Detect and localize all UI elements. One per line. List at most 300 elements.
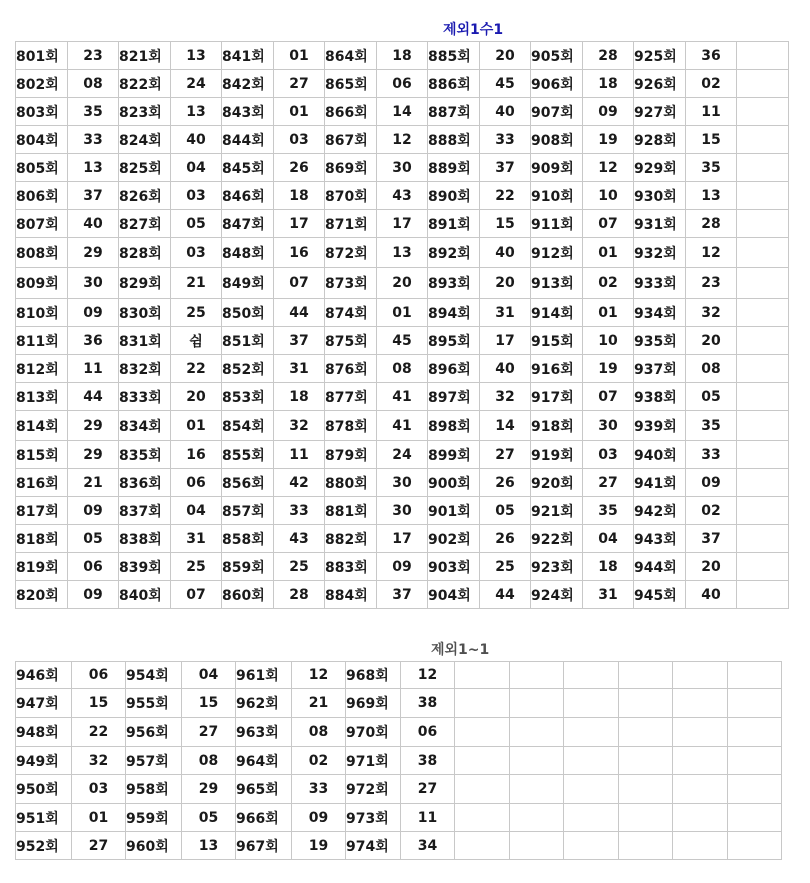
empty-cell (737, 210, 789, 238)
value-cell: 29 (68, 411, 119, 441)
value-cell: 31 (583, 581, 634, 609)
draw-number-cell: 963회 (236, 718, 292, 747)
draw-number-cell: 934회 (634, 299, 686, 327)
value-cell: 04 (171, 154, 222, 182)
draw-number-cell: 853회 (222, 383, 274, 411)
draw-number-cell: 899회 (428, 441, 480, 469)
value-cell: 26 (480, 469, 531, 497)
value-cell: 09 (68, 497, 119, 525)
draw-number-cell: 906회 (531, 70, 583, 98)
draw-number-cell: 912회 (531, 238, 583, 268)
draw-number-cell: 813회 (16, 383, 68, 411)
value-cell: 37 (686, 525, 737, 553)
value-cell: 25 (171, 553, 222, 581)
value-cell: 25 (274, 553, 325, 581)
draw-number-cell: 844회 (222, 126, 274, 154)
value-cell: 19 (583, 355, 634, 383)
value-cell: 17 (480, 327, 531, 355)
draw-number-cell: 942회 (634, 497, 686, 525)
draw-number-cell: 869회 (325, 154, 377, 182)
draw-number-cell: 833회 (119, 383, 171, 411)
value-cell: 13 (377, 238, 428, 268)
value-cell: 05 (182, 804, 236, 832)
draw-number-cell: 870회 (325, 182, 377, 210)
empty-cell (737, 441, 789, 469)
value-cell: 44 (68, 383, 119, 411)
value-cell: 13 (182, 832, 236, 860)
value-cell: 14 (377, 98, 428, 126)
empty-cell (737, 98, 789, 126)
draw-number-cell: 857회 (222, 497, 274, 525)
value-cell: 01 (274, 42, 325, 70)
draw-number-cell: 838회 (119, 525, 171, 553)
value-cell: 25 (480, 553, 531, 581)
draw-number-cell: 970회 (346, 718, 401, 747)
value-cell: 32 (72, 747, 126, 775)
table-row (16, 497, 789, 525)
value-cell: 05 (171, 210, 222, 238)
table-row (16, 469, 789, 497)
draw-number-cell: 801회 (16, 42, 68, 70)
empty-cell (564, 747, 619, 775)
table-row (16, 70, 789, 98)
value-cell: 13 (68, 154, 119, 182)
value-cell: 33 (480, 126, 531, 154)
value-cell: 11 (401, 804, 455, 832)
value-cell: 30 (377, 497, 428, 525)
value-cell: 15 (686, 126, 737, 154)
draw-number-cell: 808회 (16, 238, 68, 268)
value-cell: 40 (480, 238, 531, 268)
value-cell: 20 (171, 383, 222, 411)
draw-number-cell: 901회 (428, 497, 480, 525)
table-row (16, 210, 789, 238)
value-cell: 14 (480, 411, 531, 441)
empty-cell (455, 775, 510, 804)
empty-cell (618, 747, 673, 775)
value-cell: 31 (171, 525, 222, 553)
value-cell: 40 (480, 355, 531, 383)
value-cell: 13 (171, 98, 222, 126)
value-cell: 12 (686, 238, 737, 268)
value-cell: 06 (68, 553, 119, 581)
draw-number-cell: 884회 (325, 581, 377, 609)
empty-cell (455, 689, 510, 718)
empty-cell (737, 525, 789, 553)
table-row (16, 747, 782, 775)
draw-number-cell: 818회 (16, 525, 68, 553)
draw-number-cell: 865회 (325, 70, 377, 98)
draw-number-cell: 971회 (346, 747, 401, 775)
draw-number-cell: 962회 (236, 689, 292, 718)
empty-cell (509, 718, 564, 747)
draw-number-cell: 972회 (346, 775, 401, 804)
draw-number-cell: 943회 (634, 525, 686, 553)
draw-number-cell: 866회 (325, 98, 377, 126)
draw-number-cell: 849회 (222, 268, 274, 299)
draw-number-cell: 847회 (222, 210, 274, 238)
draw-number-cell: 854회 (222, 411, 274, 441)
value-cell: 03 (171, 238, 222, 268)
draw-number-cell: 947회 (16, 689, 72, 718)
value-cell: 06 (377, 70, 428, 98)
draw-number-cell: 917회 (531, 383, 583, 411)
value-cell: 21 (292, 689, 346, 718)
draw-number-cell: 859회 (222, 553, 274, 581)
value-cell: 04 (182, 662, 236, 689)
draw-number-cell: 937회 (634, 355, 686, 383)
draw-number-cell: 883회 (325, 553, 377, 581)
draw-number-cell: 960회 (126, 832, 182, 860)
value-cell: 41 (377, 383, 428, 411)
draw-number-cell: 896회 (428, 355, 480, 383)
draw-number-cell: 932회 (634, 238, 686, 268)
draw-number-cell: 926회 (634, 70, 686, 98)
empty-cell (727, 775, 782, 804)
value-cell: 36 (68, 327, 119, 355)
value-cell: 28 (274, 581, 325, 609)
value-cell: 08 (292, 718, 346, 747)
draw-number-cell: 923회 (531, 553, 583, 581)
empty-cell (509, 662, 564, 689)
draw-number-cell: 823회 (119, 98, 171, 126)
draw-number-cell: 848회 (222, 238, 274, 268)
empty-cell (618, 662, 673, 689)
value-cell: 08 (182, 747, 236, 775)
draw-number-cell: 961회 (236, 662, 292, 689)
empty-cell (737, 497, 789, 525)
draw-number-cell: 832회 (119, 355, 171, 383)
value-cell: 09 (686, 469, 737, 497)
draw-number-cell: 834회 (119, 411, 171, 441)
empty-cell (737, 553, 789, 581)
draw-number-cell: 925회 (634, 42, 686, 70)
table-row (16, 355, 789, 383)
value-cell: 17 (377, 210, 428, 238)
draw-number-cell: 852회 (222, 355, 274, 383)
draw-number-cell: 893회 (428, 268, 480, 299)
value-cell: 02 (583, 268, 634, 299)
empty-cell (564, 662, 619, 689)
table-row (16, 581, 789, 609)
value-cell: 20 (480, 268, 531, 299)
value-cell: 45 (480, 70, 531, 98)
draw-number-cell: 890회 (428, 182, 480, 210)
draw-number-cell: 959회 (126, 804, 182, 832)
value-cell: 23 (68, 42, 119, 70)
value-cell: 37 (377, 581, 428, 609)
table-row (16, 525, 789, 553)
value-cell: 20 (686, 553, 737, 581)
draw-number-cell: 974회 (346, 832, 401, 860)
draw-number-cell: 839회 (119, 553, 171, 581)
draw-number-cell: 908회 (531, 126, 583, 154)
table-row (16, 299, 789, 327)
value-cell: 28 (583, 42, 634, 70)
value-cell: 34 (401, 832, 455, 860)
value-cell: 31 (274, 355, 325, 383)
empty-cell (737, 126, 789, 154)
value-cell: 27 (401, 775, 455, 804)
draw-number-cell: 835회 (119, 441, 171, 469)
value-cell: 27 (274, 70, 325, 98)
value-cell: 03 (72, 775, 126, 804)
draw-number-cell: 802회 (16, 70, 68, 98)
value-cell: 09 (68, 581, 119, 609)
draw-number-cell: 968회 (346, 662, 401, 689)
value-cell: 27 (182, 718, 236, 747)
draw-number-cell: 949회 (16, 747, 72, 775)
value-cell: 02 (686, 497, 737, 525)
draw-number-cell: 889회 (428, 154, 480, 182)
draw-number-cell: 809회 (16, 268, 68, 299)
draw-number-cell: 803회 (16, 98, 68, 126)
draw-number-cell: 940회 (634, 441, 686, 469)
value-cell: 28 (686, 210, 737, 238)
empty-cell (727, 747, 782, 775)
draw-number-cell: 957회 (126, 747, 182, 775)
value-cell: 22 (480, 182, 531, 210)
value-cell: 19 (292, 832, 346, 860)
draw-number-cell: 924회 (531, 581, 583, 609)
value-cell: 12 (377, 126, 428, 154)
table-row (16, 441, 789, 469)
table-row (16, 689, 782, 718)
empty-cell (455, 832, 510, 860)
value-cell: 04 (583, 525, 634, 553)
value-cell: 29 (68, 238, 119, 268)
draw-number-cell: 951회 (16, 804, 72, 832)
draw-number-cell: 875회 (325, 327, 377, 355)
draw-number-cell: 919회 (531, 441, 583, 469)
draw-number-cell: 931회 (634, 210, 686, 238)
draw-number-cell: 855회 (222, 441, 274, 469)
draw-number-cell: 929회 (634, 154, 686, 182)
value-cell: 26 (274, 154, 325, 182)
draw-number-cell: 820회 (16, 581, 68, 609)
value-cell: 45 (377, 327, 428, 355)
empty-cell (737, 355, 789, 383)
empty-cell (618, 804, 673, 832)
value-cell: 35 (583, 497, 634, 525)
value-cell: 27 (72, 832, 126, 860)
value-cell: 07 (171, 581, 222, 609)
draw-number-cell: 864회 (325, 42, 377, 70)
value-cell: 08 (377, 355, 428, 383)
empty-cell (673, 718, 728, 747)
draw-number-cell: 881회 (325, 497, 377, 525)
draw-number-cell: 921회 (531, 497, 583, 525)
draw-number-cell: 825회 (119, 154, 171, 182)
draw-number-cell: 831회 (119, 327, 171, 355)
value-cell: 32 (480, 383, 531, 411)
value-cell: 30 (583, 411, 634, 441)
empty-cell (673, 832, 728, 860)
draw-number-cell: 954회 (126, 662, 182, 689)
value-cell: 24 (377, 441, 428, 469)
draw-number-cell: 819회 (16, 553, 68, 581)
empty-cell (509, 775, 564, 804)
draw-number-cell: 922회 (531, 525, 583, 553)
draw-number-cell: 948회 (16, 718, 72, 747)
value-cell: 41 (377, 411, 428, 441)
draw-number-cell: 916회 (531, 355, 583, 383)
draw-number-cell: 900회 (428, 469, 480, 497)
value-cell: 35 (686, 411, 737, 441)
empty-cell (673, 775, 728, 804)
draw-number-cell: 973회 (346, 804, 401, 832)
empty-cell (727, 718, 782, 747)
draw-number-cell: 944회 (634, 553, 686, 581)
empty-cell (509, 832, 564, 860)
draw-number-cell: 967회 (236, 832, 292, 860)
value-cell: 22 (171, 355, 222, 383)
draw-number-cell: 964회 (236, 747, 292, 775)
value-cell: 35 (686, 154, 737, 182)
value-cell: 31 (480, 299, 531, 327)
draw-number-cell: 897회 (428, 383, 480, 411)
value-cell: 27 (480, 441, 531, 469)
section2-title: 제외1~1 (431, 642, 490, 658)
draw-number-cell: 821회 (119, 42, 171, 70)
empty-cell (727, 804, 782, 832)
value-cell: 13 (686, 182, 737, 210)
value-cell: 38 (401, 689, 455, 718)
value-cell: 38 (401, 747, 455, 775)
value-cell: 30 (68, 268, 119, 299)
value-cell: 26 (480, 525, 531, 553)
table-row (16, 804, 782, 832)
draw-number-cell: 856회 (222, 469, 274, 497)
empty-cell (455, 747, 510, 775)
draw-number-cell: 805회 (16, 154, 68, 182)
draw-number-cell: 879회 (325, 441, 377, 469)
draw-number-cell: 898회 (428, 411, 480, 441)
draw-number-cell: 807회 (16, 210, 68, 238)
value-cell: 40 (480, 98, 531, 126)
draw-number-cell: 930회 (634, 182, 686, 210)
value-cell: 05 (686, 383, 737, 411)
value-cell: 07 (583, 383, 634, 411)
draw-number-cell: 842회 (222, 70, 274, 98)
value-cell: 15 (72, 689, 126, 718)
empty-cell (455, 718, 510, 747)
empty-cell (737, 581, 789, 609)
draw-number-cell: 966회 (236, 804, 292, 832)
draw-number-cell: 836회 (119, 469, 171, 497)
empty-cell (737, 154, 789, 182)
draw-number-cell: 845회 (222, 154, 274, 182)
empty-cell (455, 662, 510, 689)
draw-number-cell: 955회 (126, 689, 182, 718)
value-cell: 01 (377, 299, 428, 327)
value-cell: 42 (274, 469, 325, 497)
draw-number-cell: 816회 (16, 469, 68, 497)
value-cell: 10 (583, 182, 634, 210)
empty-cell (727, 662, 782, 689)
table-row (16, 154, 789, 182)
table-row (16, 411, 789, 441)
value-cell: 24 (171, 70, 222, 98)
draw-number-cell: 841회 (222, 42, 274, 70)
value-cell: 07 (274, 268, 325, 299)
value-cell: 06 (171, 469, 222, 497)
value-cell: 23 (686, 268, 737, 299)
value-cell: 10 (583, 327, 634, 355)
value-cell: 32 (274, 411, 325, 441)
draw-number-cell: 902회 (428, 525, 480, 553)
draw-number-cell: 911회 (531, 210, 583, 238)
draw-number-cell: 811회 (16, 327, 68, 355)
draw-number-cell: 965회 (236, 775, 292, 804)
value-cell: 08 (68, 70, 119, 98)
value-cell: 15 (182, 689, 236, 718)
empty-cell (564, 804, 619, 832)
empty-cell (737, 327, 789, 355)
draw-number-cell: 892회 (428, 238, 480, 268)
value-cell: 01 (72, 804, 126, 832)
draw-number-cell: 850회 (222, 299, 274, 327)
value-cell: 01 (583, 299, 634, 327)
value-cell: 09 (583, 98, 634, 126)
empty-cell (737, 299, 789, 327)
empty-cell (673, 804, 728, 832)
draw-number-cell: 851회 (222, 327, 274, 355)
draw-number-cell: 829회 (119, 268, 171, 299)
draw-number-cell: 903회 (428, 553, 480, 581)
draw-number-cell: 846회 (222, 182, 274, 210)
draw-number-cell: 806회 (16, 182, 68, 210)
value-cell: 18 (583, 70, 634, 98)
draw-number-cell: 815회 (16, 441, 68, 469)
value-cell: 40 (68, 210, 119, 238)
value-cell: 32 (686, 299, 737, 327)
value-cell: 18 (274, 182, 325, 210)
value-cell: 18 (377, 42, 428, 70)
empty-cell (727, 832, 782, 860)
value-cell: 35 (68, 98, 119, 126)
value-cell: 16 (274, 238, 325, 268)
draw-number-cell: 969회 (346, 689, 401, 718)
value-cell: 06 (401, 718, 455, 747)
draw-number-cell: 939회 (634, 411, 686, 441)
draw-number-cell: 952회 (16, 832, 72, 860)
draw-number-cell: 886회 (428, 70, 480, 98)
value-cell: 04 (171, 497, 222, 525)
value-cell: 20 (480, 42, 531, 70)
empty-cell (737, 182, 789, 210)
value-cell: 33 (686, 441, 737, 469)
value-cell: 37 (274, 327, 325, 355)
value-cell: 02 (292, 747, 346, 775)
table-row (16, 238, 789, 268)
empty-cell (737, 238, 789, 268)
draw-number-cell: 956회 (126, 718, 182, 747)
empty-cell (737, 268, 789, 299)
value-cell: 25 (171, 299, 222, 327)
draw-number-cell: 946회 (16, 662, 72, 689)
value-cell: 44 (480, 581, 531, 609)
empty-cell (618, 775, 673, 804)
draw-number-cell: 828회 (119, 238, 171, 268)
value-cell: 07 (583, 210, 634, 238)
empty-cell (737, 411, 789, 441)
value-cell: 29 (182, 775, 236, 804)
value-cell: 43 (274, 525, 325, 553)
draw-number-cell: 914회 (531, 299, 583, 327)
draw-number-cell: 894회 (428, 299, 480, 327)
value-cell: 02 (686, 70, 737, 98)
